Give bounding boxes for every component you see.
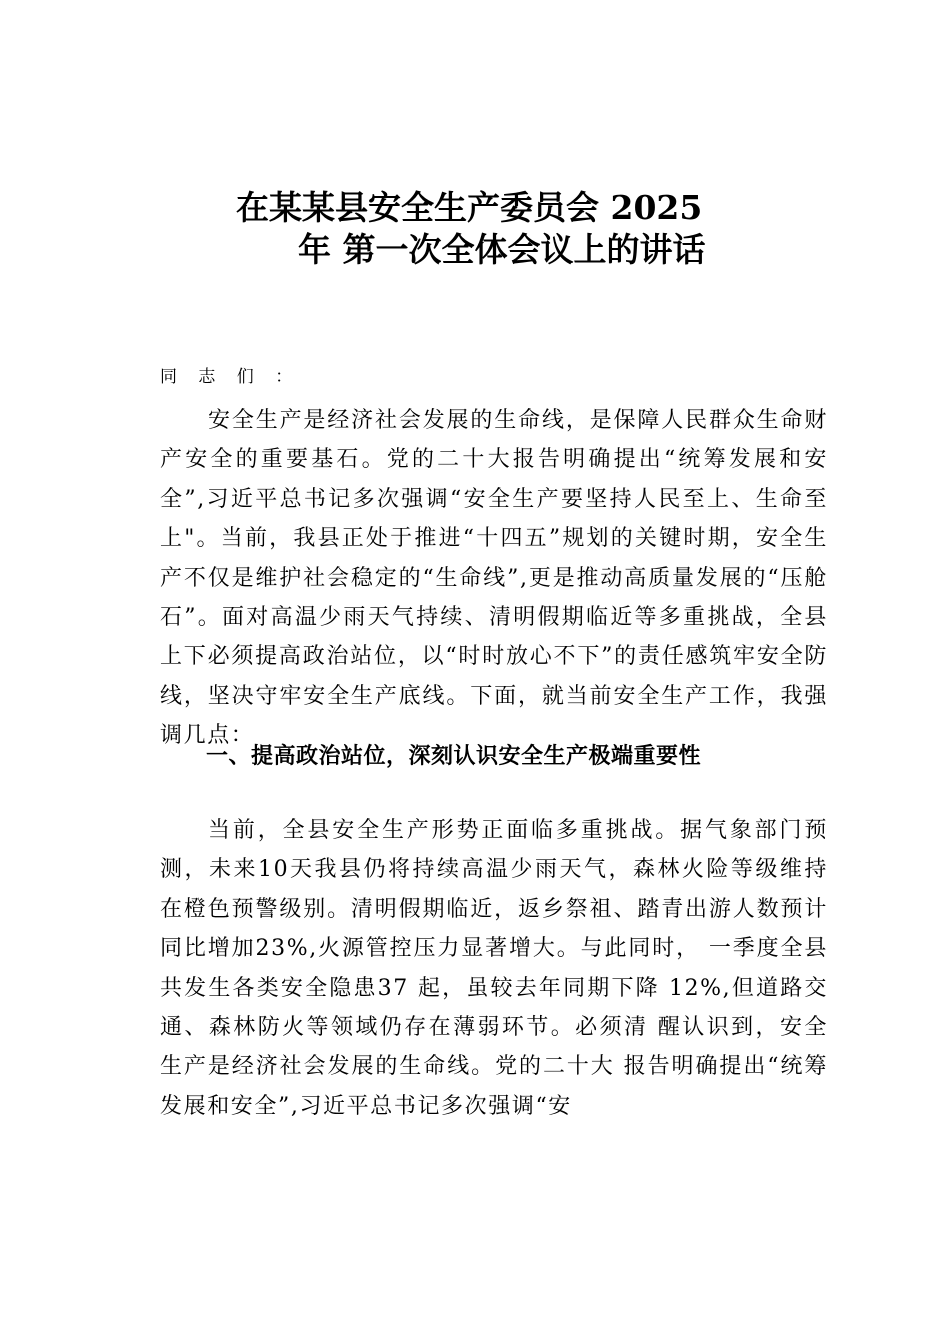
salutation: 同 志 们 ： — [160, 367, 301, 387]
document-title-line1: 在某某县安全生产委员会 2025 — [236, 188, 703, 227]
body-paragraph-section1: 当前，全县安全生产形势正面临多重挑战。据气象部门预测，未来10天我县仍将持续高温少雨天气，森林火险等级维持在橙色预警级别。清明假期临近，返乡祭祖、踏青出游人数预计同比增加23%,火源管控压力显著增大。与此同时， 一季度全县共发生各类安全隐患37 起，虽较去年同期下降 12%,但道路交通、森林防火等领域仍存在薄弱环节。必须清 醒认识到，安全生产是经济社会发展的生命线。党的二十大 报告明确提出“统筹发展和安全”,习近平总书记多次强调“安 — [160, 818, 828, 1119]
body-paragraph-intro: 安全生产是经济社会发展的生命线，是保障人民群众生命财产安全的重要基石。党的二十大报告明确提出“统筹发展和安全”,习近平总书记多次强调“安全生产要坚持人民至上、生命至上"。当前，我县正处于推进“十四五”规划的关键时期，安全生产不仅是维护社会稳定的“生命线”,更是推动高质量发展的“压舱石”。面对高温少雨天气持续、清明假期临近等多重挑战，全县上下必须提高政治站位，以“时时放心不下”的责任感筑牢安全防线，坚决守牢安全生产底线。下面，就当前安全生产工作，我强调几点： — [160, 408, 828, 749]
document-title-line2: 年 第一次全体会议上的讲话 — [298, 230, 706, 269]
section-heading-1: 一、提高政治站位，深刻认识安全生产极端重要性 — [206, 744, 702, 769]
